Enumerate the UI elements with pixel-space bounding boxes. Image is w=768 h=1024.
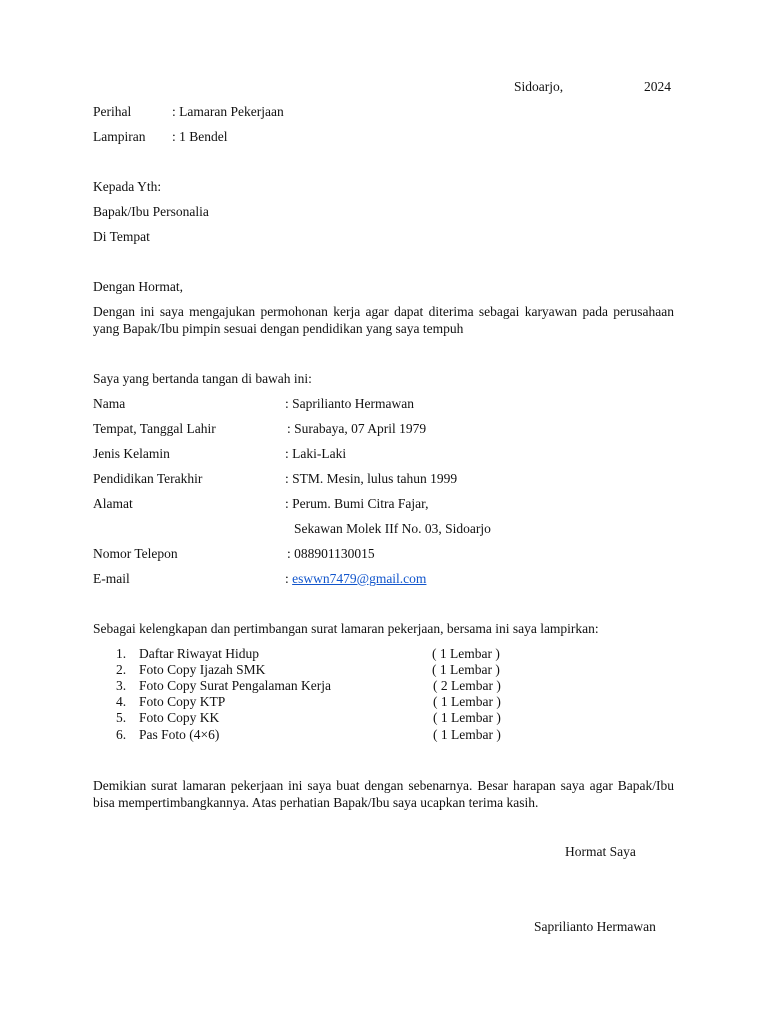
email-colon-text: : [285,571,289,586]
name-label: Nama [93,396,126,411]
attachment-name: Pas Foto (4×6) [139,727,220,742]
phone-label: Nomor Telepon [93,546,178,561]
attachment-quantity: ( 1 Lembar ) [433,727,501,742]
education-value: : STM. Mesin, lulus tahun 1999 [285,471,458,486]
perihal-value: : Lamaran Pekerjaan [172,104,284,119]
identity-intro: Saya yang bertanda tangan di bawah ini: [93,371,312,386]
lampiran-value: : 1 Bendel [172,129,228,144]
phone-value: : 088901130015 [287,546,375,561]
recipient-line-3: Di Tempat [93,229,150,244]
attachment-quantity: ( 1 Lembar ) [432,646,500,661]
attachment-number: 4. [116,694,127,709]
gender-value: : Laki-Laki [285,446,347,461]
attachment-quantity: ( 1 Lembar ) [432,662,500,677]
attachment-quantity: ( 1 Lembar ) [433,694,501,709]
letter-year: 2024 [644,79,671,94]
education-label: Pendidikan Terakhir [93,471,203,486]
attachment-quantity: ( 2 Lembar ) [433,678,501,693]
attachment-name: Foto Copy Surat Pengalaman Kerja [139,678,331,693]
birth-label: Tempat, Tanggal Lahir [93,421,216,436]
email-link[interactable]: eswwn7479@gmail.com [292,571,427,586]
attachment-name: Daftar Riwayat Hidup [139,646,259,661]
letter-city: Sidoarjo, [514,79,564,94]
name-value: : Saprilianto Hermawan [285,396,414,411]
attachment-quantity: ( 1 Lembar ) [433,710,501,725]
perihal-label: Perihal [93,104,132,119]
attachment-number: 1. [116,646,127,661]
email-label: E-mail [93,571,130,586]
attachment-number: 6. [116,727,127,742]
signature-salutation: Hormat Saya [565,844,636,859]
closing-paragraph: Demikian surat lamaran pekerjaan ini saya buat dengan sebenarnya. Besar harapan saya agar Bapak/Ibu bisa mempertimbangkannya. Atas perhatian Bapak/Ibu saya ucapkan terima kasih. [93,778,674,810]
attachment-name: Foto Copy Ijazah SMK [139,662,266,677]
lampiran-label: Lampiran [93,129,146,144]
gender-label: Jenis Kelamin [93,446,170,461]
greeting: Dengan Hormat, [93,279,183,294]
attachment-number: 2. [116,662,127,677]
attachment-number: 3. [116,678,127,693]
attachment-name: Foto Copy KTP [139,694,226,709]
signature-name: Saprilianto Hermawan [534,919,656,934]
recipient-line-2: Bapak/Ibu Personalia [93,204,209,219]
email-colon [285,571,426,587]
address-value-line-1: : Perum. Bumi Citra Fajar, [285,496,429,511]
birth-value: : Surabaya, 07 April 1979 [287,421,427,436]
attachments-intro: Sebagai kelengkapan dan pertimbangan surat lamaran pekerjaan, bersama ini saya lampirkan: [93,621,599,636]
intro-paragraph: Dengan ini saya mengajukan permohonan kerja agar dapat diterima sebagai karyawan pada perusahaan yang Bapak/Ibu pimpin sesuai dengan pendidikan yang saya tempuh [93,304,674,336]
attachment-number: 5. [116,710,127,725]
address-label: Alamat [93,496,133,511]
address-value-line-2: Sekawan Molek IIf No. 03, Sidoarjo [294,521,491,536]
attachment-name: Foto Copy KK [139,710,220,725]
recipient-line-1: Kepada Yth: [93,179,162,194]
